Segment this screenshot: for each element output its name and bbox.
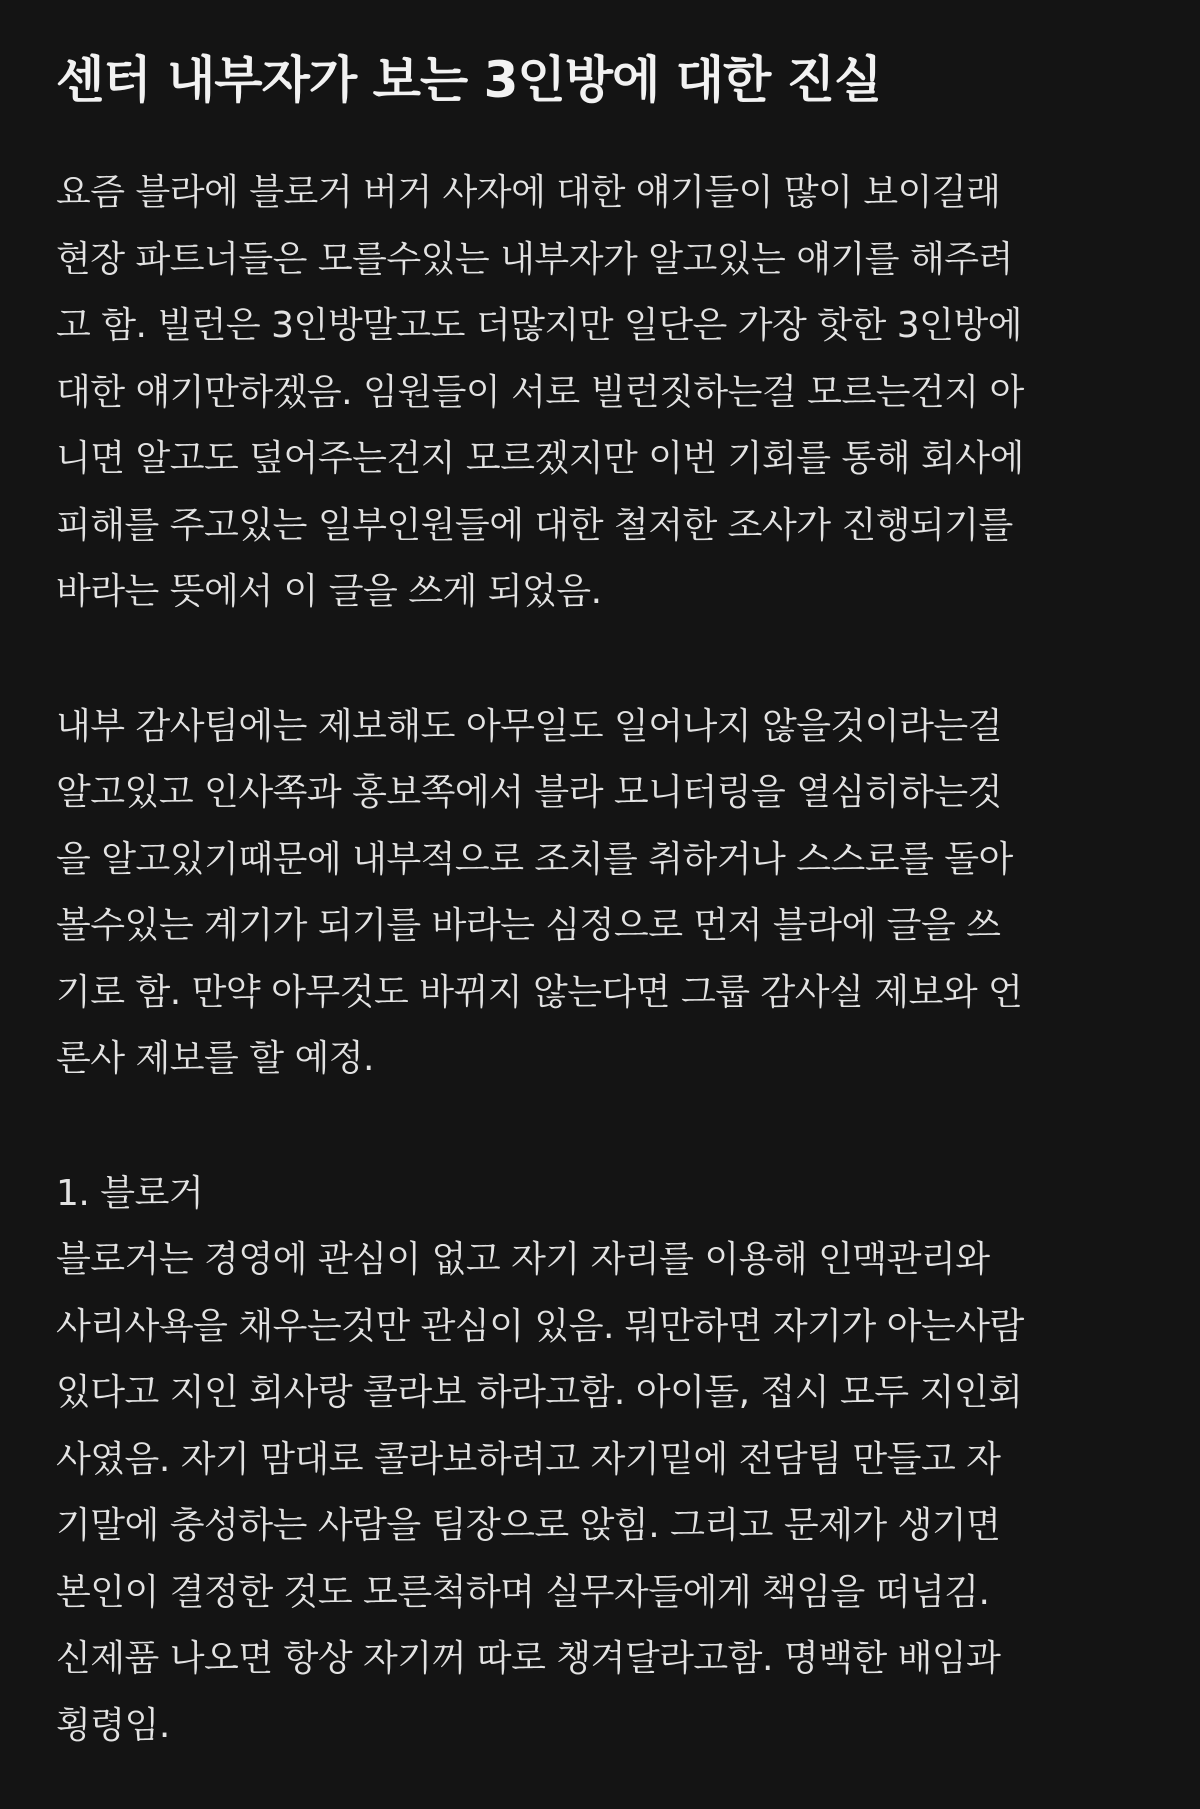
body-text-line: 신제품 나오면 항상 자기꺼 따로 챙겨달라고함. 명백한 배임과 — [56, 1638, 1001, 1679]
paragraph-section-1 — [56, 1161, 1144, 1760]
body-text-line: 대한 얘기만하겠음. 임원들이 서로 빌런짓하는걸 모르는건지 아 — [56, 371, 1024, 413]
body-text-line: 볼수있는 계기가 되기를 바라는 심정으로 먼저 블라에 글을 쓰 — [56, 905, 1001, 946]
body-text-line: 니면 알고도 덮어주는건지 모르겠지만 이번 기회를 통해 회사에 — [56, 438, 1024, 479]
body-text-line: 론사 제보를 할 예정. — [56, 1038, 374, 1079]
body-text-line: 현장 파트너들은 모를수있는 내부자가 알고있는 얘기를 해주려 — [56, 238, 1013, 280]
paragraph-reason — [56, 694, 1144, 1093]
body-text-line: 내부 감사팀에는 제보해도 아무일도 일어나지 않을것이라는걸 — [56, 705, 1002, 747]
body-text-line: 사리사욕을 채우는것만 관심이 있음. 뭐만하면 자기가 아는사람 — [56, 1305, 1024, 1347]
body-text-line: 횡령임. — [56, 1704, 170, 1746]
body-text-line: 피해를 주고있는 일부인원들에 대한 철저한 조사가 진행되기를 — [56, 504, 1013, 546]
body-text-line: 을 알고있기때문에 내부적으로 조치를 취하거나 스스로를 돌아 — [56, 838, 1013, 880]
paragraph-intro — [56, 160, 1144, 626]
section-heading: 1. 블로거 — [56, 1172, 204, 1214]
body-text-line: 기말에 충성하는 사람을 팀장으로 앉힘. 그리고 문제가 생기면 — [56, 1505, 1001, 1546]
body-text-line: 알고있고 인사쪽과 홍보쪽에서 블라 모니터링을 열심히하는것 — [56, 772, 1002, 813]
body-text-line: 바라는 뜻에서 이 글을 쓰게 되었음. — [56, 571, 602, 612]
body-text-line: 사였음. 자기 맘대로 콜라보하려고 자기밑에 전담팀 만들고 자 — [56, 1438, 1001, 1480]
body-text-line: 기로 함. 만약 아무것도 바뀌지 않는다면 그룹 감사실 제보와 언 — [56, 971, 1023, 1013]
post-body — [56, 160, 1144, 1759]
post-title: 센터 내부자가 보는 3인방에 대한 진실 — [56, 51, 882, 109]
body-text-line: 있다고 지인 회사랑 콜라보 하라고함. 아이돌, 접시 모두 지인회 — [56, 1372, 1023, 1413]
body-text-line: 블로거는 경영에 관심이 없고 자기 자리를 이용해 인맥관리와 — [56, 1239, 990, 1280]
body-text-line: 본인이 결정한 것도 모른척하며 실무자들에게 책임을 떠넘김. — [56, 1571, 990, 1613]
body-text-line: 요즘 블라에 블로거 버거 사자에 대한 얘기들이 많이 보이길래 — [56, 172, 1001, 213]
body-text-line: 고 함. 빌런은 3인방말고도 더많지만 일단은 가장 핫한 3인방에 — [56, 305, 1022, 346]
